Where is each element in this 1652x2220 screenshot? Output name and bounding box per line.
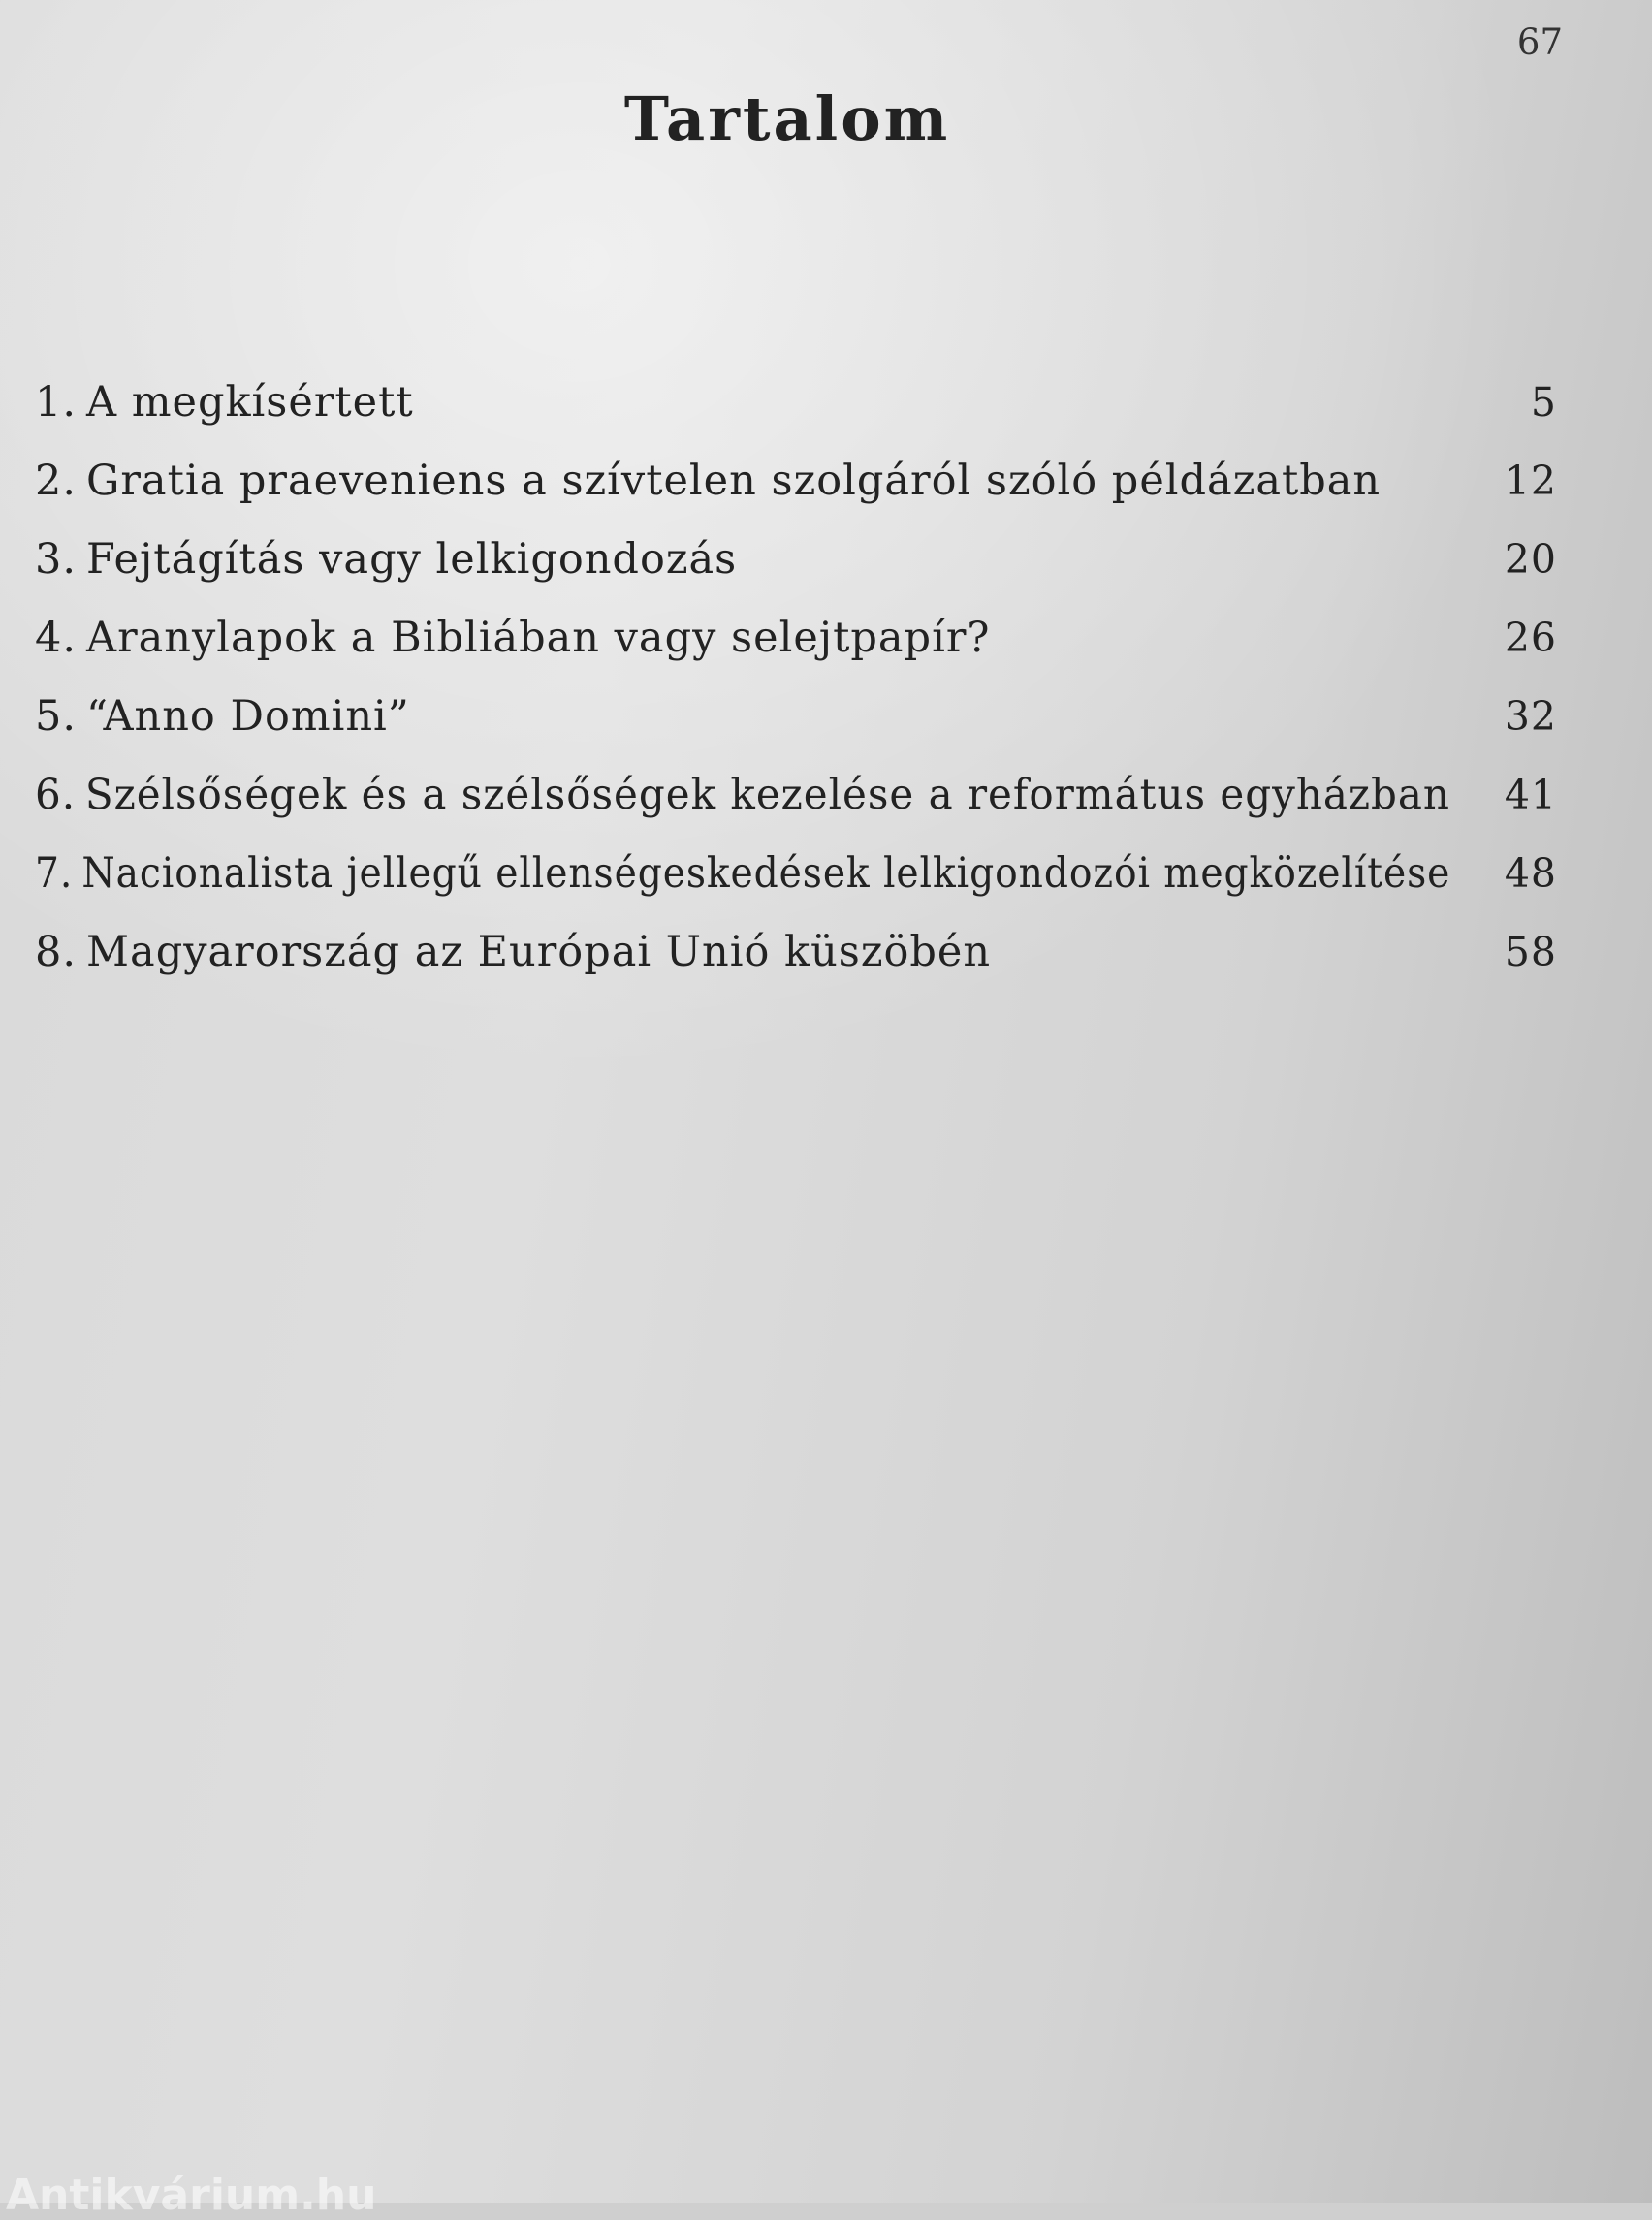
toc-entry — [35, 692, 1557, 771]
toc-entry — [35, 614, 1557, 692]
toc-entry-page: 41 — [1504, 772, 1557, 818]
toc-entry-page: 48 — [1504, 850, 1557, 897]
toc-entry-page: 32 — [1504, 693, 1557, 740]
toc-entry-page: 58 — [1504, 929, 1557, 975]
toc-entry-page: 12 — [1504, 458, 1557, 504]
toc-entry-number: 8. — [35, 928, 78, 976]
toc-entry-number: 7. — [35, 849, 74, 898]
toc-entry — [35, 849, 1557, 928]
toc-entry-label — [35, 849, 1451, 898]
toc-entry-title: Aranylapok a Bibliában vagy selejtpapír? — [86, 614, 991, 662]
table-of-contents — [35, 378, 1557, 1006]
toc-entry — [35, 535, 1557, 614]
toc-entry-title: Szélsőségek és a szélsőségek kezelése a református egyházban — [84, 771, 1450, 819]
toc-entry-label — [35, 771, 1450, 819]
toc-entry — [35, 457, 1557, 535]
toc-entry-number: 5. — [35, 692, 78, 741]
toc-entry-label — [35, 535, 737, 584]
toc-entry-page: 5 — [1530, 379, 1557, 426]
toc-entry-title: A megkísértett — [86, 378, 414, 427]
toc-entry-label — [35, 928, 991, 976]
toc-entry-page: 26 — [1504, 615, 1557, 661]
toc-entry-number: 1. — [35, 378, 78, 427]
toc-entry-label — [35, 692, 410, 741]
page-number: 67 — [1516, 21, 1563, 63]
watermark: Antikvárium.hu — [6, 2171, 377, 2220]
toc-entry — [35, 771, 1557, 849]
toc-entry-title: Fejtágítás vagy lelkigondozás — [86, 535, 738, 584]
toc-entry-label — [35, 614, 990, 662]
toc-entry — [35, 928, 1557, 1006]
toc-entry-title: Nacionalista jellegű ellenségeskedések lelkigondozói megközelítése — [81, 849, 1451, 898]
toc-entry-title: Gratia praeveniens a szívtelen szolgáról szóló példázatban — [86, 457, 1382, 505]
toc-entry-title: “Anno Domini” — [86, 692, 410, 741]
toc-entry-number: 6. — [35, 771, 77, 819]
toc-entry-page: 20 — [1504, 536, 1557, 583]
toc-entry-number: 2. — [35, 457, 78, 505]
toc-entry-number: 4. — [35, 614, 78, 662]
toc-entry-label — [35, 378, 414, 427]
toc-entry — [35, 378, 1557, 457]
toc-entry-title: Magyarország az Európai Unió küszöbén — [86, 928, 992, 976]
page-title: Tartalom — [623, 83, 951, 154]
toc-entry-label — [35, 457, 1381, 505]
toc-entry-number: 3. — [35, 535, 78, 584]
